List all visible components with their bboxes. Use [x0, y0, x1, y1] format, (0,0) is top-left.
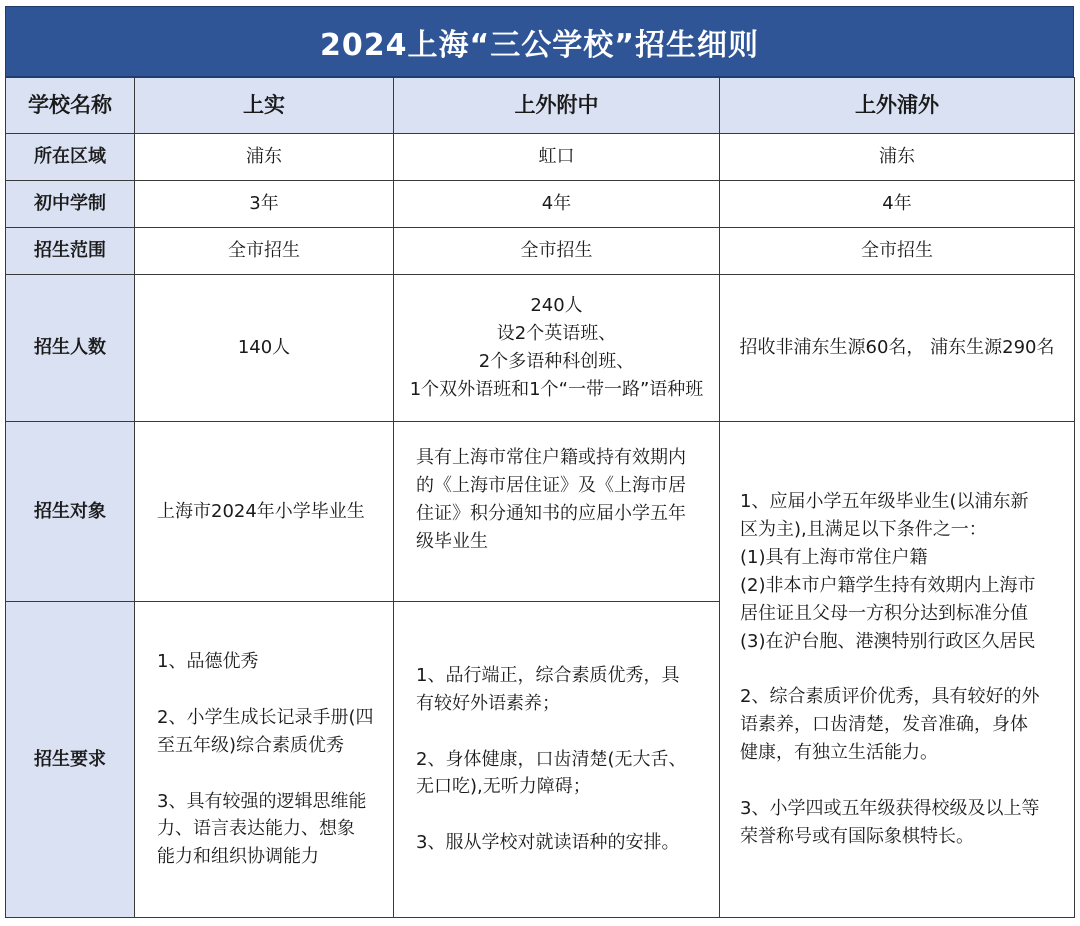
- target-shangwai-line: 级毕业生: [416, 530, 488, 552]
- cell-district-shangshi: 浦东: [135, 134, 394, 181]
- requirements-shangwai-p2-line: 2、身体健康，口齿清楚(无大舌、: [416, 748, 687, 770]
- row-label-district: 所在区域: [6, 134, 135, 181]
- cell-enrollment-shangshi: 140人: [135, 275, 394, 422]
- row-label-enrollment: 招生人数: [6, 275, 135, 422]
- cell-target-requirements-pudong: [720, 422, 1075, 918]
- admissions-table: [5, 77, 1075, 918]
- requirements-shangshi-p3-line: 力、语言表达能力、想象: [157, 818, 355, 840]
- pudong-p3-line: 3、小学四或五年级获得校级及以上等: [740, 798, 1040, 820]
- cell-district-pudong: 浦东: [720, 134, 1075, 181]
- cell-scope-shangshi: 全市招生: [135, 228, 394, 275]
- enrollment-shangwai-line: 1个双外语班和1个“一带一路”语种班: [409, 378, 704, 400]
- cell-scope-pudong: 全市招生: [720, 228, 1075, 275]
- cell-district-shangwai: 虹口: [394, 134, 720, 181]
- pudong-condition-3: (3)在沪台胞、港澳特别行政区久居民: [740, 630, 1036, 652]
- pudong-p2-line: 语素养，口齿清楚，发音准确，身体: [740, 714, 1028, 736]
- cell-enrollment-pudong: 招收非浦东生源60名， 浦东生源290名: [720, 275, 1075, 422]
- pudong-condition-2-line: 居住证且父母一方积分达到标准分值: [740, 602, 1028, 624]
- requirements-shangshi-p1: 1、品德优秀: [157, 650, 259, 672]
- header-shangshi: 上实: [135, 78, 394, 134]
- header-shangwai-pudong: 上外浦外: [720, 78, 1075, 134]
- table-header-row: [6, 78, 1075, 134]
- pudong-condition-1: (1)具有上海市常住户籍: [740, 546, 928, 568]
- row-label-duration: 初中学制: [6, 181, 135, 228]
- cell-requirements-shangwai: [394, 602, 720, 918]
- row-label-scope: 招生范围: [6, 228, 135, 275]
- cell-duration-shangshi: 3年: [135, 181, 394, 228]
- header-school-name: 学校名称: [6, 78, 135, 134]
- enrollment-shangwai-line: 240人: [530, 295, 583, 317]
- pudong-p1-line: 区为主),且满足以下条件之一：: [740, 518, 987, 540]
- requirements-shangshi-p2-line: 2、小学生成长记录手册(四: [157, 706, 374, 728]
- row-label-target: 招生对象: [6, 422, 135, 602]
- requirements-shangshi-p2-line: 至五年级)综合素质优秀: [157, 734, 345, 756]
- cell-target-shangwai: [394, 422, 720, 602]
- pudong-p3-line: 荣誉称号或有国际象棋特长。: [740, 826, 974, 847]
- enrollment-shangwai-line: 2个多语种科创班、: [478, 351, 635, 372]
- table-row-enrollment: [6, 275, 1075, 422]
- header-shangwai-fuzhong: 上外附中: [394, 78, 720, 134]
- target-shangwai-line: 具有上海市常住户籍或持有效期内: [416, 447, 686, 468]
- requirements-shangshi-p3-line: 3、具有较强的逻辑思维能: [157, 790, 367, 812]
- row-label-requirements: 招生要求: [6, 602, 135, 918]
- pudong-p2-line: 健康，有独立生活能力。: [740, 742, 938, 764]
- table-row-district: [6, 134, 1075, 181]
- requirements-shangshi-p3-line: 能力和组织协调能力: [157, 846, 319, 868]
- table-row-duration: [6, 181, 1075, 228]
- pudong-p1-line: 1、应届小学五年级毕业生(以浦东新: [740, 491, 1029, 513]
- cell-requirements-shangshi: [135, 602, 394, 918]
- enrollment-shangwai-line: 设2个英语班、: [496, 323, 617, 345]
- requirements-shangwai-p2-line: 无口吃),无听力障碍；: [416, 776, 591, 798]
- pudong-condition-2-line: (2)非本市户籍学生持有效期内上海市: [740, 574, 1036, 596]
- requirements-shangwai-p1-line: 1、品行端正，综合素质优秀，具: [416, 664, 680, 686]
- target-shangwai-line: 住证》积分通知书的应届小学五年: [416, 502, 686, 524]
- page-title: 2024上海“三公学校”招生细则: [5, 6, 1074, 77]
- cell-scope-shangwai: 全市招生: [394, 228, 720, 275]
- cell-target-shangshi: 上海市2024年小学毕业生: [135, 422, 394, 602]
- table-row-scope: [6, 228, 1075, 275]
- target-shangwai-line: 的《上海市居住证》及《上海市居: [416, 474, 686, 496]
- pudong-p2-line: 2、综合素质评价优秀，具有较好的外: [740, 686, 1040, 708]
- requirements-shangwai-p3: 3、服从学校对就读语种的安排。: [416, 832, 680, 854]
- table-row-target: [6, 422, 1075, 602]
- cell-duration-pudong: 4年: [720, 181, 1075, 228]
- cell-duration-shangwai: 4年: [394, 181, 720, 228]
- requirements-shangwai-p1-line: 有较好外语素养；: [416, 692, 560, 714]
- cell-enrollment-shangwai: [394, 275, 720, 422]
